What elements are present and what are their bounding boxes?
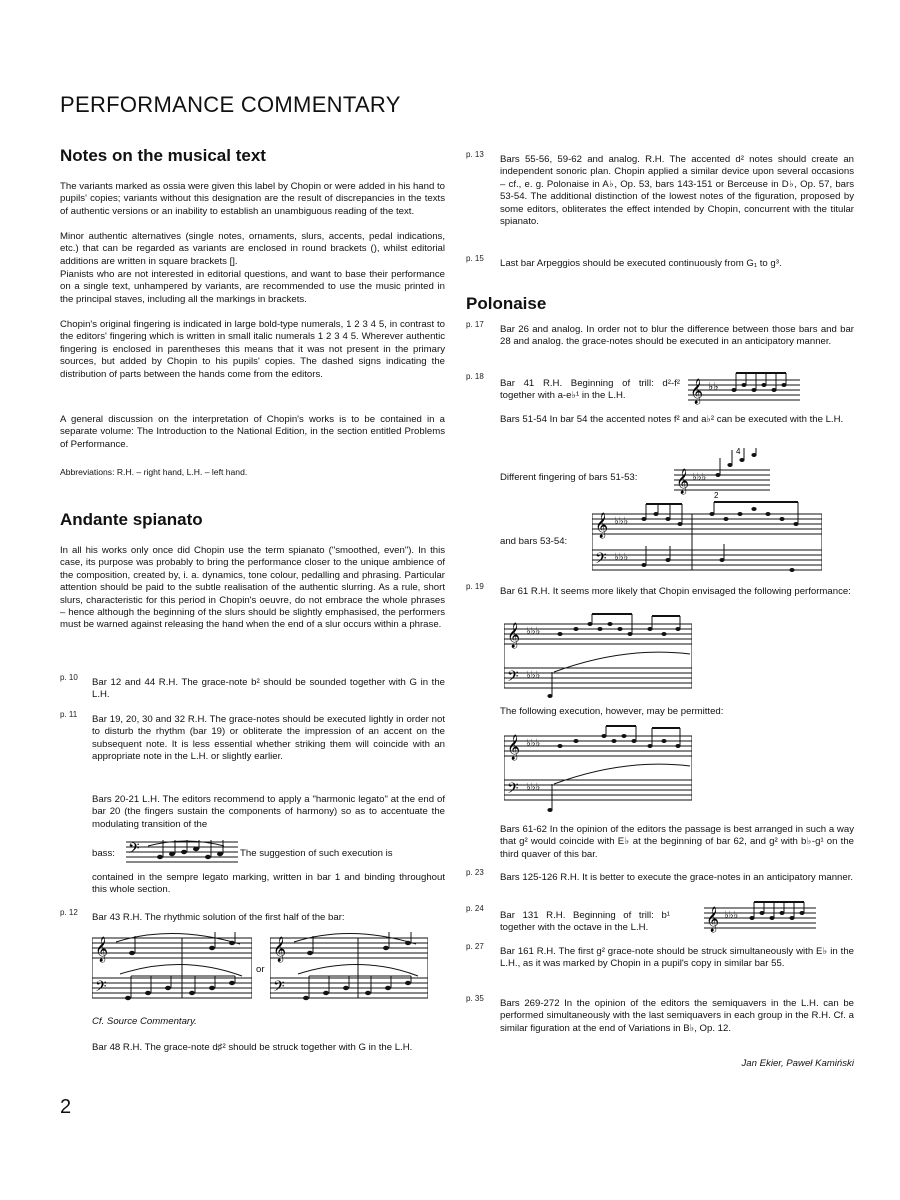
note-bar-12: Bar 12 and 44 R.H. The grace-note b² should be sounded together with G in the L.H. <box>92 677 445 701</box>
note-bars-51-54: Bars 51-54 In bar 54 the accented notes f² and a♭² can be executed with the L.H. <box>500 414 844 425</box>
bar-61-permitted-music <box>504 724 692 816</box>
page-ref: p. 12 <box>60 908 78 917</box>
svg-text:♭♭♭: ♭♭♭ <box>526 782 541 793</box>
note-bar-19: Bar 19, 20, 30 and 32 R.H. The grace-notes should be executed lightly in order not to disturb the rhythm (bar 19) or obliterate the impression of an accent on the subsequent note. It is less essential whether striking them will coincide with an appropriate note in the L.H. or slightly earlier. <box>92 714 445 763</box>
svg-text:♭♭♭: ♭♭♭ <box>692 472 707 483</box>
svg-text:𝄞: 𝄞 <box>690 379 704 404</box>
svg-text:4: 4 <box>736 447 741 456</box>
note-bar-48: Bar 48 R.H. The grace-note d♯² should be struck together with G in the L.H. <box>92 1042 413 1053</box>
svg-text:𝄞: 𝄞 <box>507 735 521 760</box>
note-bars-125-126: Bars 125-126 R.H. It is better to execute the grace-notes in an anticipatory manner. <box>500 872 854 883</box>
page-ref: p. 24 <box>466 904 484 913</box>
bar-61-performance-music <box>504 612 692 702</box>
note-bars-20-21: Bars 20-21 L.H. The editors recommend to apply a "harmonic legato" at the end of bar 20 (the fingers sustain the components of harmony) so as to accentuate the modulating transition of the <box>92 794 445 830</box>
or-label: or <box>256 964 265 975</box>
page-ref: p. 19 <box>466 582 484 591</box>
svg-text:♭♭: ♭♭ <box>708 380 719 393</box>
andante-intro: In all his works only once did Chopin use the term spianato ("smoothed, even"). In this case, its purpose was probably to bring the performance closer to the unique ambience of the composition, created by, i. a. dynamics, tone colour, pedalling and phrasing. Particular attention should be paid to the subtle realisation of the authentic slurring. As a rule, short slurs, characteristic for this period in Chopin's oeuvre, do not embrace the whole phrases – hence although the beginning of the slurs should be slightly emphasised, the performers must be warned against releasing the hand when the end of a slur occurs within a phrase. <box>60 545 445 631</box>
bar-43-example-1 <box>92 930 252 1008</box>
page-ref: p. 11 <box>60 710 78 719</box>
bars-53-54-music <box>592 500 822 576</box>
note-last-bar: Last bar Arpeggios should be executed continuously from G₁ to g³. <box>500 258 782 269</box>
following-execution-label: The following execution, however, may be permitted: <box>500 706 724 717</box>
svg-text:𝄞: 𝄞 <box>95 937 109 962</box>
svg-text:2: 2 <box>714 491 719 500</box>
svg-text:𝄞: 𝄞 <box>676 469 690 494</box>
notes-paragraph-1: The variants marked as ossia were given this label by Chopin or were added in his hand to pupils' copies; variants without this designation are the result of discrepancies in the texts of authentic versions or an inability to establish an unambiguous reading of the text. <box>60 181 445 217</box>
different-fingering-label: Different fingering of bars 51-53: <box>500 472 638 483</box>
page-number: 2 <box>60 1096 72 1118</box>
svg-text:♭♭♭: ♭♭♭ <box>724 910 739 921</box>
note-bar-26: Bar 26 and analog. In order not to blur the difference between those bars and bar 28 and analog. the grace-notes should be executed in an anticipatory manner. <box>500 324 854 348</box>
svg-text:♭♭♭: ♭♭♭ <box>614 516 629 527</box>
bar-41-trill-music <box>688 370 800 406</box>
andante-heading: Andante spianato <box>60 510 203 529</box>
svg-text:♭♭♭: ♭♭♭ <box>526 670 541 681</box>
svg-text:𝄞: 𝄞 <box>273 937 287 962</box>
page-ref: p. 17 <box>466 320 484 329</box>
bass-label: bass: <box>92 848 115 859</box>
page-ref: p. 18 <box>466 372 484 381</box>
note-bar-131: Bar 131 R.H. Beginning of trill: b¹ together with the octave in the L.H. <box>500 910 670 934</box>
svg-text:𝄞: 𝄞 <box>706 907 720 932</box>
note-bars-55-56: Bars 55-56, 59-62 and analog. R.H. The accented d² notes should create an independent sonoric plan. Chopin applied a similar device upon several occasions – cf., e. g. Polonaise in A♭, Op. 53, bars 143-151 or Berceuse in D♭, Op. 57, bars 53-54. The additional distinction of the lowest notes of the figuration, proposed by some editors, obliterates the effect intended by Chopin, concurrent with the titular spianato. <box>500 154 854 228</box>
bar-131-trill-music <box>704 898 816 934</box>
note-bar-41: Bar 41 R.H. Beginning of trill: d²-f² together with a-e♭¹ in the L.H. <box>500 378 680 402</box>
note-sempre-legato: contained in the sempre legato marking, written in bar 1 and binding throughout this whole section. <box>92 872 445 896</box>
bass-example-music <box>126 836 238 866</box>
notes-heading: Notes on the musical text <box>60 146 266 165</box>
page-ref: p. 23 <box>466 868 484 877</box>
notes-paragraph-2: Minor authentic alternatives (single notes, ornaments, slurs, accents, pedal indications, etc.) that can be regarded as variants are enclosed in round brackets (), whilst editorial additions are written in square brackets []. <box>60 231 445 267</box>
editors-signature: Jan Ekier, Paweł Kamiński <box>741 1058 854 1069</box>
page-title: PERFORMANCE COMMENTARY <box>60 92 401 117</box>
bars-51-53-fingering-music <box>674 446 770 502</box>
svg-text:𝄢: 𝄢 <box>128 840 140 861</box>
svg-text:𝄢: 𝄢 <box>273 978 285 999</box>
cf-source-commentary: Cf. Source Commentary. <box>92 1016 197 1027</box>
page-ref: p. 10 <box>60 673 78 682</box>
svg-text:𝄞: 𝄞 <box>595 513 609 538</box>
polonaise-heading: Polonaise <box>466 294 547 313</box>
bar-43-example-2 <box>270 930 428 1008</box>
svg-text:𝄢: 𝄢 <box>507 668 519 689</box>
notes-paragraph-5: A general discussion on the interpretation of Chopin's works is to be contained in a separate volume: The Introduction to the National Edition, in the section entitled Problems of Performance. <box>60 414 445 450</box>
svg-text:♭♭♭: ♭♭♭ <box>614 552 629 563</box>
page-ref: p. 15 <box>466 254 484 263</box>
svg-text:𝄢: 𝄢 <box>507 780 519 801</box>
svg-text:𝄢: 𝄢 <box>95 978 107 999</box>
page-ref: p. 27 <box>466 942 484 951</box>
abbreviations-note: Abbreviations: R.H. – right hand, L.H. – left hand. <box>60 467 248 477</box>
note-bar-43: Bar 43 R.H. The rhythmic solution of the first half of the bar: <box>92 912 345 923</box>
note-bars-61-62: Bars 61-62 In the opinion of the editors the passage is best arranged in such a way that g² would coincide with E♭ at the beginning of bar 62, and g² with b♭-g¹ on the third quaver of this bar. <box>500 824 854 860</box>
svg-text:𝄢: 𝄢 <box>595 550 607 571</box>
bars-53-54-label: and bars 53-54: <box>500 536 568 547</box>
note-bar-61: Bar 61 R.H. It seems more likely that Chopin envisaged the following performance: <box>500 586 851 597</box>
notes-paragraph-4: Chopin's original fingering is indicated in large bold-type numerals, 1 2 3 4 5, in contrast to the editors' fingering which is written in small italic numerals 1 2 3 4 5. Wherever authentic fingering is enclosed in parentheses this means that it was not present in the primary sources, but added by Chopin to his pupils' copies. The dashed signs indicating the distribution of parts between the hands come from the editors. <box>60 319 445 380</box>
note-bar-161: Bar 161 R.H. The first g² grace-note should be struck simultaneously with E♭ in the L.H., as it was marked by Chopin in a pupil's copy in similar bar 55. <box>500 946 854 970</box>
page-ref: p. 35 <box>466 994 484 1003</box>
notes-paragraph-3: Pianists who are not interested in editorial questions, and want to base their performance on a single text, unhampered by variants, are recommended to use the music printed in the principal staves, including all the markings in brackets. <box>60 269 445 305</box>
note-suggestion: The suggestion of such execution is <box>240 848 393 859</box>
note-bars-269-272: Bars 269-272 In the opinion of the editors the semiquavers in the L.H. can be performed simultaneously with the last semiquavers in each group in the R.H. Cf. a similar figuration at the end of Variations in B♭, Op. 12. <box>500 998 854 1034</box>
svg-text:♭♭♭: ♭♭♭ <box>526 626 541 637</box>
svg-text:𝄞: 𝄞 <box>507 623 521 648</box>
page-ref: p. 13 <box>466 150 484 159</box>
svg-text:♭♭♭: ♭♭♭ <box>526 738 541 749</box>
